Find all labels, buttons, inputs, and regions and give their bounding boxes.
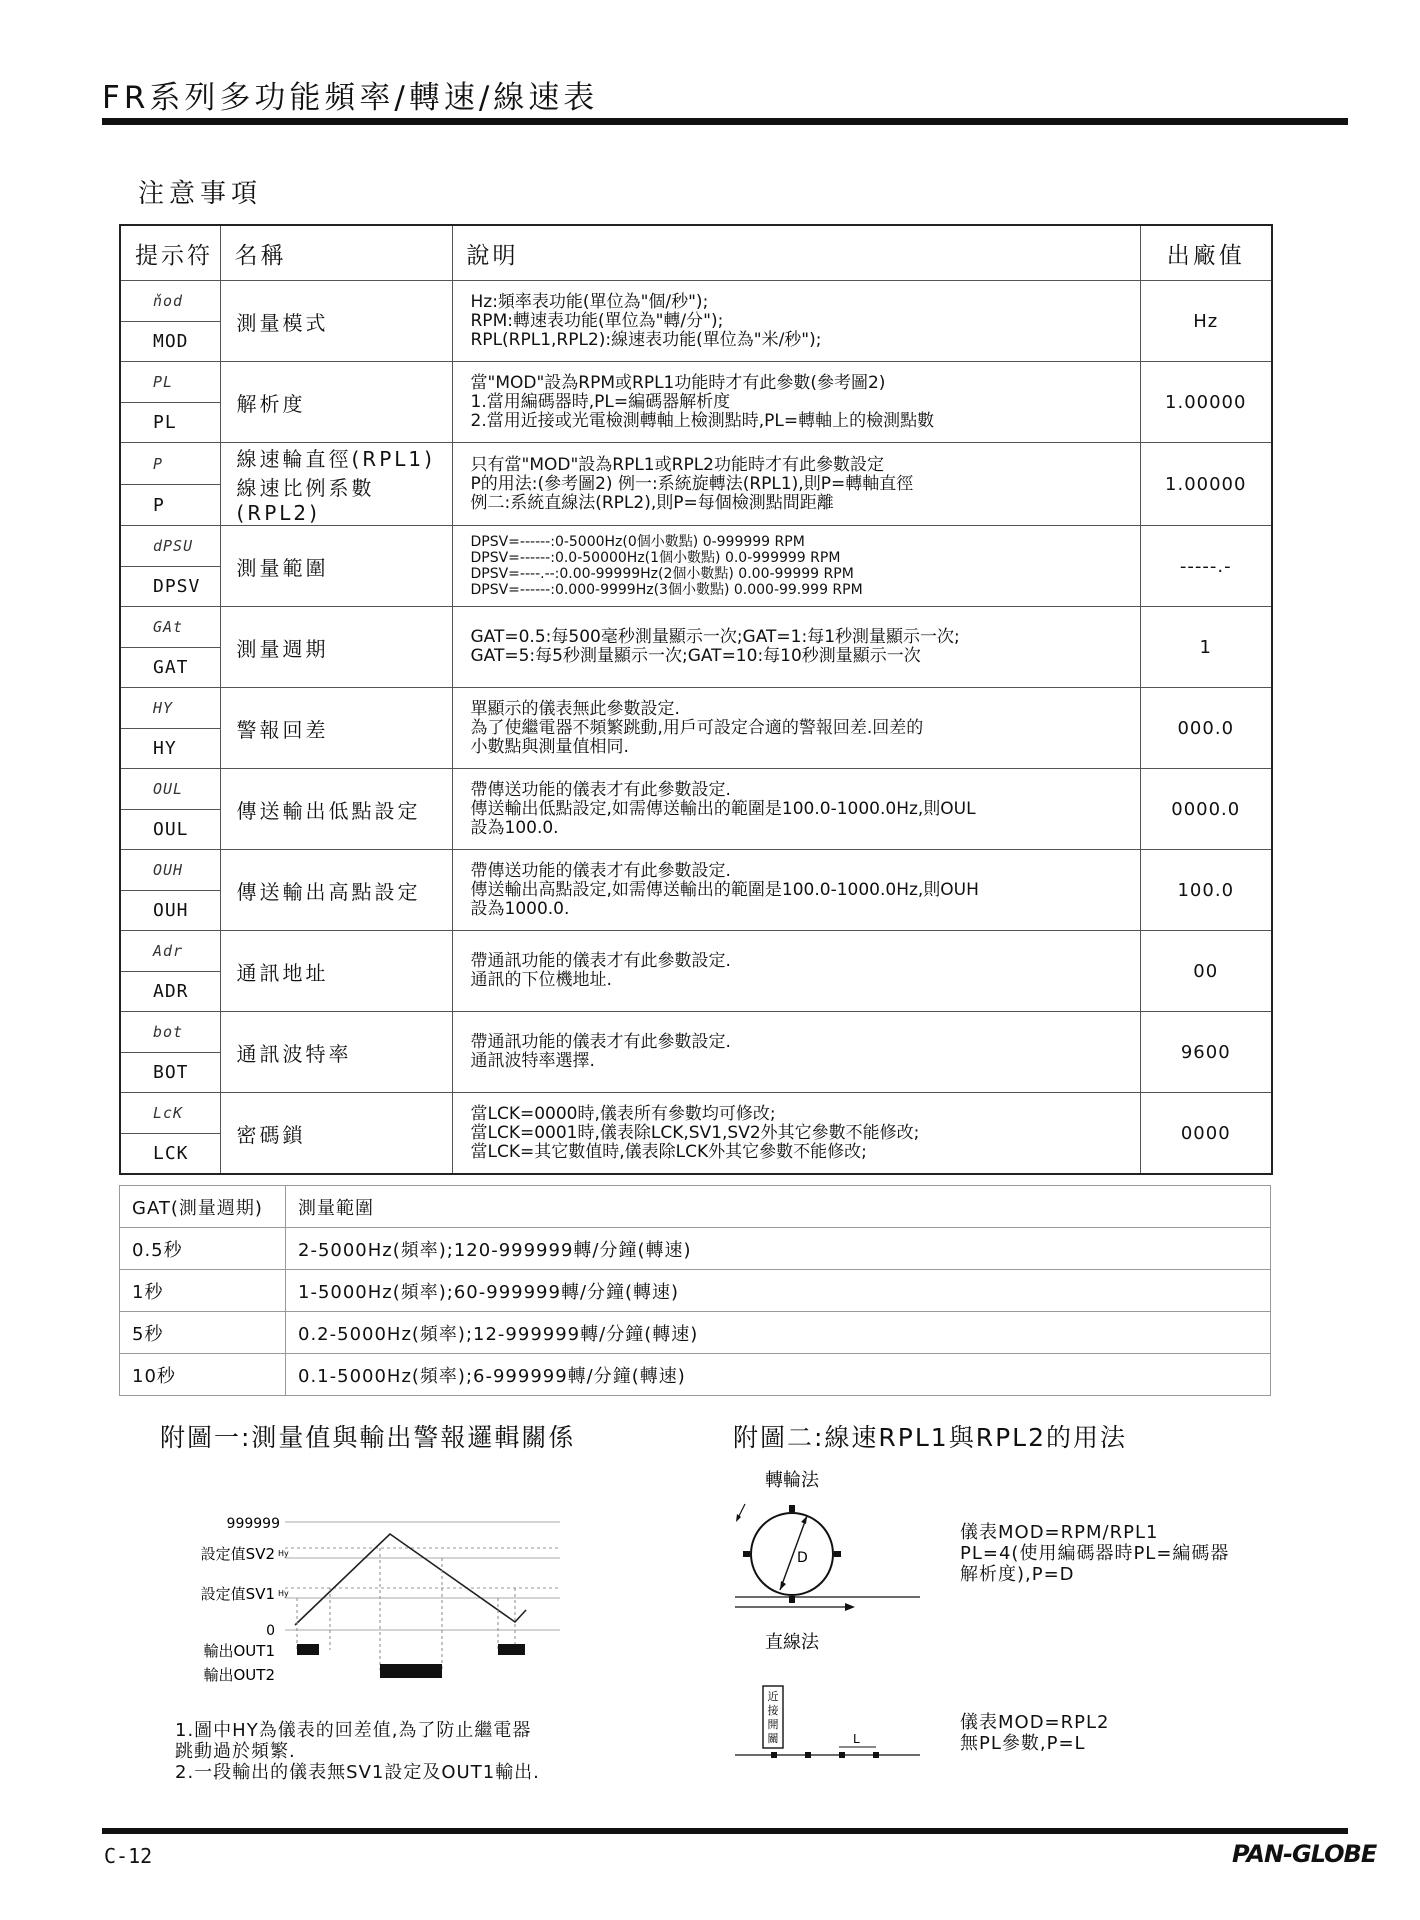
detect-point [834, 1551, 841, 1557]
detect-point [839, 1752, 845, 1758]
table-row [120, 850, 1272, 891]
column-header: 出廠值 [1140, 225, 1272, 281]
zero-label: 0 [266, 1623, 275, 1639]
default-value: 100.0 [1140, 850, 1272, 931]
description-line: 通訊波特率選擇. [470, 1051, 595, 1071]
description-line: 當LCK=0000時,儀表所有參數均可修改; [470, 1103, 776, 1124]
note-line: 解析度),P=D [960, 1564, 1075, 1585]
out2-pulse [380, 1664, 442, 1678]
column-header: 名稱 [220, 225, 452, 281]
description-line: DPSV=------:0.000-9999Hz(3個小數點) 0.000-99.999 RPM [470, 582, 863, 598]
note-line: 跳動過於頻繁. [175, 1741, 296, 1762]
param-code: HY [120, 729, 220, 769]
motion-arrowhead [845, 1603, 855, 1611]
table-row [120, 1228, 1271, 1270]
parameter-table [119, 224, 1273, 1175]
gat-range-table [119, 1185, 1271, 1396]
description-line: 1.當用編碼器時,PL=編碼器解析度 [470, 391, 731, 412]
param-name: 解析度 [220, 362, 452, 443]
description-line: 傳送輸出高點設定,如需傳送輸出的範圍是100.0-1000.0Hz,則OUH [470, 879, 979, 900]
param-code: LCK [120, 1134, 220, 1175]
lcd-symbol: bot [120, 1012, 220, 1053]
default-value: -----.- [1140, 526, 1272, 607]
param-code: PL [120, 403, 220, 443]
description-line: DPSV=------:0-5000Hz(0個小數點) 0-999999 RPM [470, 534, 805, 550]
param-description [452, 362, 1140, 443]
param-description [452, 443, 1140, 526]
detect-point [771, 1752, 777, 1758]
description-line: 當"MOD"設為RPM或RPL1功能時才有此參數(參考圖2) [470, 372, 886, 393]
gat-period: 0.5秒 [120, 1228, 286, 1270]
description-line: DPSV=----.--:0.00-99999Hz(2個小數點) 0.00-99999 RPM [470, 566, 854, 582]
description-line: RPM:轉速表功能(單位為"轉/分"); [470, 310, 724, 331]
param-description [452, 1093, 1140, 1175]
column-header: 提示符 [120, 225, 220, 281]
diameter-arrowhead [801, 1516, 807, 1524]
table-header-row [120, 1186, 1271, 1228]
param-name: 密碼鎖 [220, 1093, 452, 1175]
description-line: 帶傳送功能的儀表才有此參數設定. [470, 860, 731, 881]
column-header: GAT(測量週期) [120, 1186, 286, 1228]
param-name: 傳送輸出高點設定 [220, 850, 452, 931]
table-row [120, 1354, 1271, 1396]
param-code: BOT [120, 1053, 220, 1093]
param-code: ADR [120, 972, 220, 1012]
table-row [120, 1093, 1272, 1134]
note-line: 儀表MOD=RPM/RPL1 [960, 1522, 1159, 1543]
lcd-symbol: OUH [120, 850, 220, 891]
detect-point [743, 1551, 750, 1557]
default-value: Hz [1140, 281, 1272, 362]
linear-method-label: 直線法 [765, 1632, 819, 1653]
table-row [120, 362, 1272, 403]
description-line: 單顯示的儀表無此參數設定. [470, 698, 680, 719]
figure2-title: 附圖二:線速RPL1與RPL2的用法 [733, 1423, 1127, 1452]
table-row [120, 1012, 1272, 1053]
default-value: 0000.0 [1140, 769, 1272, 850]
param-name: 測量週期 [220, 607, 452, 688]
description-line: 設為100.0. [470, 817, 559, 838]
param-code: OUH [120, 891, 220, 931]
diameter-arrowhead [780, 1581, 786, 1590]
sv1-label: 設定值SV1 [200, 1585, 275, 1603]
description-line: 小數點與測量值相同. [470, 736, 629, 757]
param-code: MOD [120, 322, 220, 362]
page-number: C-12 [104, 1844, 153, 1868]
description-line: RPL(RPL1,RPL2):線速表功能(單位為"米/秒"); [470, 329, 822, 350]
max-label: 999999 [226, 1516, 280, 1532]
figure2-note-rpl2 [960, 1712, 1109, 1754]
description-line: 2.當用近接或光電檢測轉軸上檢測點時,PL=轉軸上的檢測點數 [470, 410, 935, 431]
title-rule [102, 118, 1348, 125]
lcd-symbol: ňod [120, 281, 220, 322]
gat-period: 10秒 [120, 1354, 286, 1396]
table-row [120, 931, 1272, 972]
out1-pulse [498, 1644, 525, 1655]
table-row [120, 1270, 1271, 1312]
table-row [120, 769, 1272, 810]
description-line: 設為1000.0. [470, 898, 570, 919]
measure-range: 0.1-5000Hz(頻率);6-999999轉/分鐘(轉速) [286, 1354, 1271, 1396]
param-code: GAT [120, 648, 220, 688]
description-line: 帶通訊功能的儀表才有此參數設定. [470, 1032, 731, 1052]
note-line: 2.一段輸出的儀表無SV1設定及OUT1輸出. [175, 1762, 540, 1783]
lcd-symbol: Adr [120, 931, 220, 972]
default-value: 1.00000 [1140, 362, 1272, 443]
detect-point [873, 1752, 879, 1758]
detect-point [805, 1752, 811, 1758]
figure1-notes [175, 1720, 540, 1783]
lcd-symbol: HY [120, 688, 220, 729]
page-title: FR系列多功能頻率/轉速/線速表 [102, 80, 599, 116]
gat-period: 1秒 [120, 1270, 286, 1312]
param-description [452, 281, 1140, 362]
rotation-arrowhead [736, 1514, 741, 1522]
param-code: DPSV [120, 567, 220, 607]
param-description [452, 850, 1140, 931]
default-value: 000.0 [1140, 688, 1272, 769]
description-line: 通訊的下位機地址. [470, 970, 612, 990]
sensor-label-char: 接 [767, 1704, 779, 1717]
param-name: 線速輪直徑(RPL1) 線速比例系數(RPL2) [220, 443, 452, 526]
description-line: Hz:頻率表功能(單位為"個/秒"); [470, 291, 709, 312]
description-line: 帶通訊功能的儀表才有此參數設定. [470, 951, 731, 971]
lcd-symbol: LcK [120, 1093, 220, 1134]
param-name: 傳送輸出低點設定 [220, 769, 452, 850]
measure-range: 0.2-5000Hz(頻率);12-999999轉/分鐘(轉速) [286, 1312, 1271, 1354]
param-name: 通訊波特率 [220, 1012, 452, 1093]
param-code: OUL [120, 810, 220, 850]
description-line: 當LCK=其它數值時,儀表除LCK外其它參數不能修改; [470, 1141, 867, 1162]
measure-range: 1-5000Hz(頻率);60-999999轉/分鐘(轉速) [286, 1270, 1271, 1312]
param-description [452, 1012, 1140, 1093]
hy-label: Hy [278, 1589, 289, 1598]
default-value: 9600 [1140, 1012, 1272, 1093]
param-name: 測量模式 [220, 281, 452, 362]
lcd-symbol: PL [120, 362, 220, 403]
description-line: 傳送輸出低點設定,如需傳送輸出的範圍是100.0-1000.0Hz,則OUL [470, 798, 976, 819]
hy-label: Hy [278, 1549, 289, 1558]
lcd-symbol: GAt [120, 607, 220, 648]
param-description [452, 688, 1140, 769]
table-row [120, 281, 1272, 322]
description-line: DPSV=------:0.0-50000Hz(1個小數點) 0.0-999999 RPM [470, 550, 841, 566]
sensor-label-char: 關 [767, 1732, 779, 1745]
default-value: 0000 [1140, 1093, 1272, 1175]
param-name: 警報回差 [220, 688, 452, 769]
param-name: 通訊地址 [220, 931, 452, 1012]
out1-pulse [297, 1644, 319, 1655]
param-description [452, 607, 1140, 688]
table-row [120, 688, 1272, 729]
rotate-method-label: 轉輪法 [765, 1470, 819, 1491]
table-row [120, 1312, 1271, 1354]
lcd-symbol: OUL [120, 769, 220, 810]
param-name: 測量範圍 [220, 526, 452, 607]
param-description [452, 931, 1140, 1012]
brand-logo: PAN-GLOBE [1232, 1840, 1377, 1868]
wheel-diameter-label: D [797, 1550, 808, 1566]
wheel-circle [751, 1513, 833, 1595]
description-line: 只有當"MOD"設為RPL1或RPL2功能時才有此參數設定 [470, 454, 884, 475]
description-line: 例二:系統直線法(RPL2),則P=每個檢測點間距離 [470, 492, 834, 513]
sensor-label-char: 開 [767, 1718, 779, 1731]
default-value: 00 [1140, 931, 1272, 1012]
note-line: PL=4(使用編碼器時PL=編碼器 [960, 1543, 1230, 1564]
description-line: P的用法:(參考圖2) 例一:系統旋轉法(RPL1),則P=轉軸直徑 [470, 473, 914, 494]
figure1-title: 附圖一:測量值與輸出警報邏輯關係 [160, 1423, 576, 1452]
sv2-label: 設定值SV2 [200, 1545, 275, 1563]
param-description [452, 769, 1140, 850]
section-title: 注意事項 [138, 179, 263, 209]
description-line: 當LCK=0001時,儀表除LCK,SV1,SV2外其它參數不能修改; [470, 1122, 920, 1143]
sensor-label-char: 近 [767, 1690, 779, 1703]
gat-period: 5秒 [120, 1312, 286, 1354]
description-line: 帶傳送功能的儀表才有此參數設定. [470, 779, 731, 800]
lcd-symbol: dPSU [120, 526, 220, 567]
param-code: P [120, 485, 220, 526]
detect-point [789, 1505, 795, 1512]
out2-label: 輸出OUT2 [203, 1666, 275, 1684]
note-line: 無PL參數,P=L [960, 1733, 1086, 1754]
footer-rule [102, 1828, 1348, 1834]
table-row [120, 443, 1272, 485]
param-description [452, 526, 1140, 607]
out1-label: 輸出OUT1 [203, 1642, 275, 1660]
lcd-symbol: P [120, 443, 220, 485]
description-line: GAT=5:每5秒測量顯示一次;GAT=10:每10秒測量顯示一次 [470, 646, 921, 666]
column-header: 測量範圍 [286, 1186, 1271, 1228]
alarm-logic-diagram [170, 1500, 570, 1700]
note-line: 1.圖中HY為儀表的回差值,為了防止繼電器 [175, 1720, 532, 1741]
measure-range: 2-5000Hz(頻率);120-999999轉/分鐘(轉速) [286, 1228, 1271, 1270]
default-value: 1 [1140, 607, 1272, 688]
table-row [120, 526, 1272, 567]
description-line: GAT=0.5:每500毫秒測量顯示一次;GAT=1:每1秒測量顯示一次; [470, 627, 960, 647]
figure2-note-rpl1 [960, 1522, 1229, 1585]
table-header-row [120, 225, 1272, 281]
description-line: 為了使繼電器不頻繁跳動,用戶可設定合適的警報回差.回差的 [470, 717, 924, 738]
default-value: 1.00000 [1140, 443, 1272, 526]
table-row [120, 607, 1272, 648]
column-header: 說明 [452, 225, 1140, 281]
linear-speed-diagram [735, 1460, 935, 1760]
spacing-label: L [853, 1732, 860, 1746]
note-line: 儀表MOD=RPL2 [960, 1712, 1110, 1733]
